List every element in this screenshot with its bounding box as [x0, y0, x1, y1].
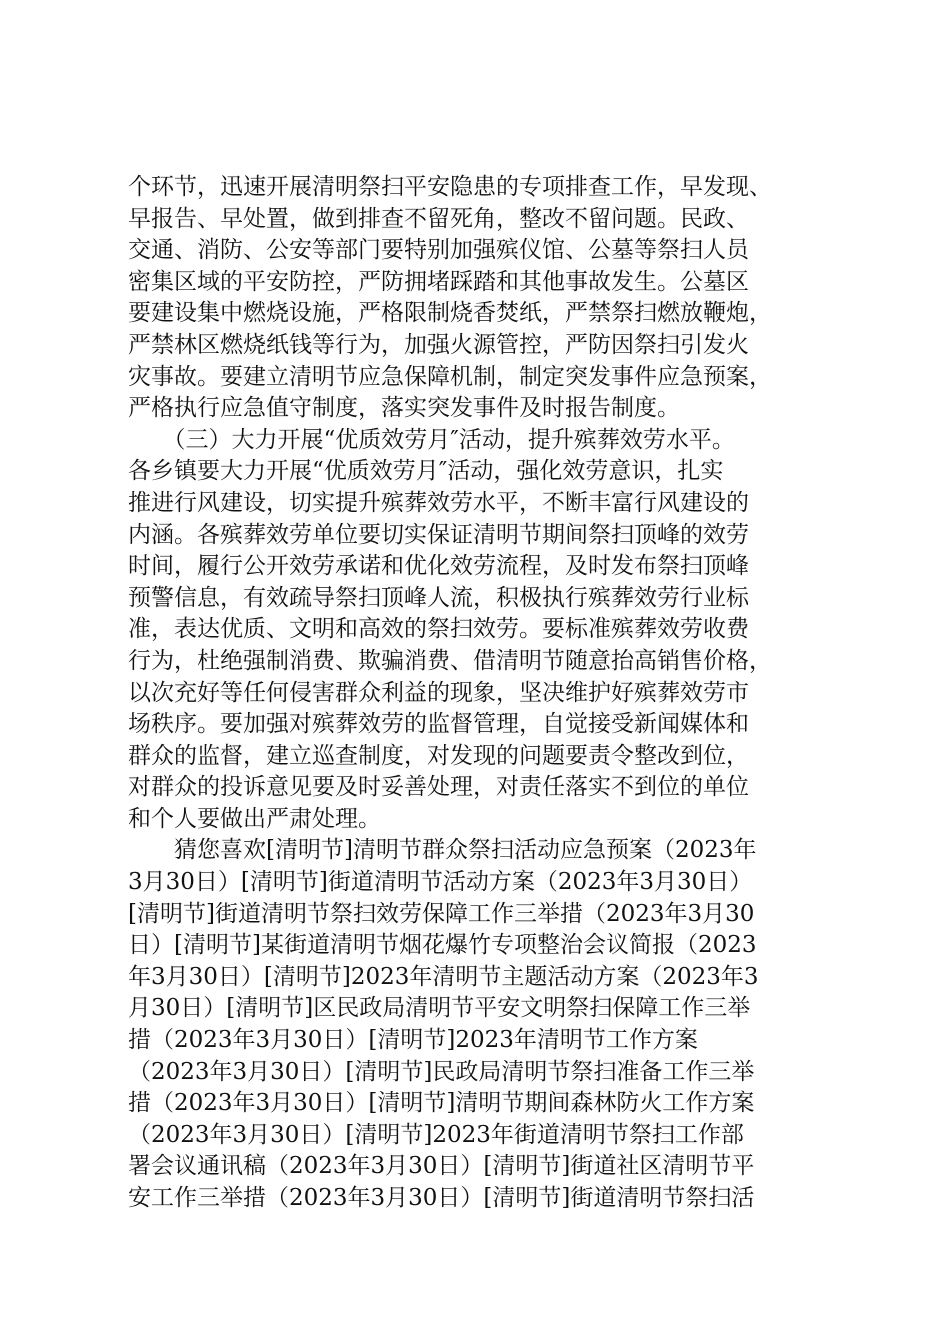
text-line: 和个人要做出严肃处理。: [128, 805, 381, 832]
text-line: 内涵。各殡葬效劳单位要切实保证清明节期间祭扫顶峰的效劳: [128, 521, 749, 548]
text-line: 措（2023年3月30日）[清明节]清明节期间森林防火工作方案: [128, 1090, 755, 1117]
text-line: 3月30日）[清明节]街道清明节活动方案（2023年3月30日）: [128, 869, 753, 896]
text-line: （三）大力开展“优质效劳月″活动，提升殡葬效劳水平。: [128, 426, 735, 453]
text-line: 对群众的投诉意见要及时妥善处理，对责任落实不到位的单位: [128, 774, 749, 801]
text-line: [清明节]街道清明节祭扫效劳保障工作三举措（2023年3月30: [128, 900, 755, 927]
text-line: 早报告、早处置，做到排查不留死角，整改不留问题。民政、: [128, 205, 749, 232]
text-line: 猜您喜欢[清明节]清明节群众祭扫活动应急预案（2023年: [128, 837, 757, 864]
text-line: 灾事故。要建立清明节应急保障机制，制定突发事件应急预案，: [128, 363, 772, 390]
text-line: 各乡镇要大力开展“优质效劳月″活动，强化效劳意识，扎实: [128, 458, 724, 485]
text-line: 严禁林区燃烧纸钱等行为，加强火源管控，严防因祭扫引发火: [128, 331, 749, 358]
body-text: [128, 172, 828, 1215]
text-line: 个环节，迅速开展清明祭扫平安隐患的专项排查工作，早发现、: [128, 174, 772, 200]
text-line: （2023年3月30日）[清明节]2023年街道清明节祭扫工作部: [128, 1121, 744, 1148]
text-line: 日）[清明节]某街道清明节烟花爆竹专项整治会议简报（2023: [128, 932, 757, 959]
text-line: 推进行风建设，切实提升殡葬效劳水平，不断丰富行风建设的: [128, 489, 749, 516]
text-line: 严格执行应急值守制度，落实突发事件及时报告制度。: [128, 395, 680, 422]
text-line: 群众的监督，建立巡查制度，对发现的问题要责令整改到位，: [128, 742, 749, 769]
text-line: （2023年3月30日）[清明节]民政局清明节祭扫准备工作三举: [128, 1058, 755, 1085]
text-line: 年3月30日）[清明节]2023年清明节主题活动方案（2023年3: [128, 963, 759, 990]
text-line: 行为，杜绝强制消费、欺骗消费、借清明节随意抬高销售价格，: [128, 647, 772, 674]
text-line: 密集区域的平安防控，严防拥堵踩踏和其他事故发生。公墓区: [128, 268, 749, 295]
text-line: 准，表达优质、文明和高效的祭扫效劳。要标准殡葬效劳收费: [128, 616, 749, 643]
text-line: 月30日）[清明节]区民政局清明节平安文明祭扫保障工作三举: [128, 995, 751, 1022]
text-line: 场秩序。要加强对殡葬效劳的监督管理，自觉接受新闻媒体和: [128, 711, 749, 738]
text-line: 要建设集中燃烧设施，严格限制烧香焚纸，严禁祭扫燃放鞭炮，: [128, 300, 772, 327]
text-line: 署会议通讯稿（2023年3月30日）[清明节]街道社区清明节平: [128, 1153, 755, 1180]
text-line: 措（2023年3月30日）[清明节]2023年清明节工作方案: [128, 1027, 698, 1054]
text-line: 以次充好等任何侵害群众利益的现象，坚决维护好殡葬效劳市: [128, 679, 749, 706]
text-line: 安工作三举措（2023年3月30日）[清明节]街道清明节祭扫活: [128, 1185, 755, 1211]
text-line: 时间，履行公开效劳承诺和优化效劳流程，及时发布祭扫顶峰: [128, 553, 749, 580]
text-line: 交通、消防、公安等部门要特别加强殡仪馆、公墓等祭扫人员: [128, 237, 749, 264]
text-line: 预警信息，有效疏导祭扫顶峰人流，积极执行殡葬效劳行业标: [128, 584, 749, 611]
